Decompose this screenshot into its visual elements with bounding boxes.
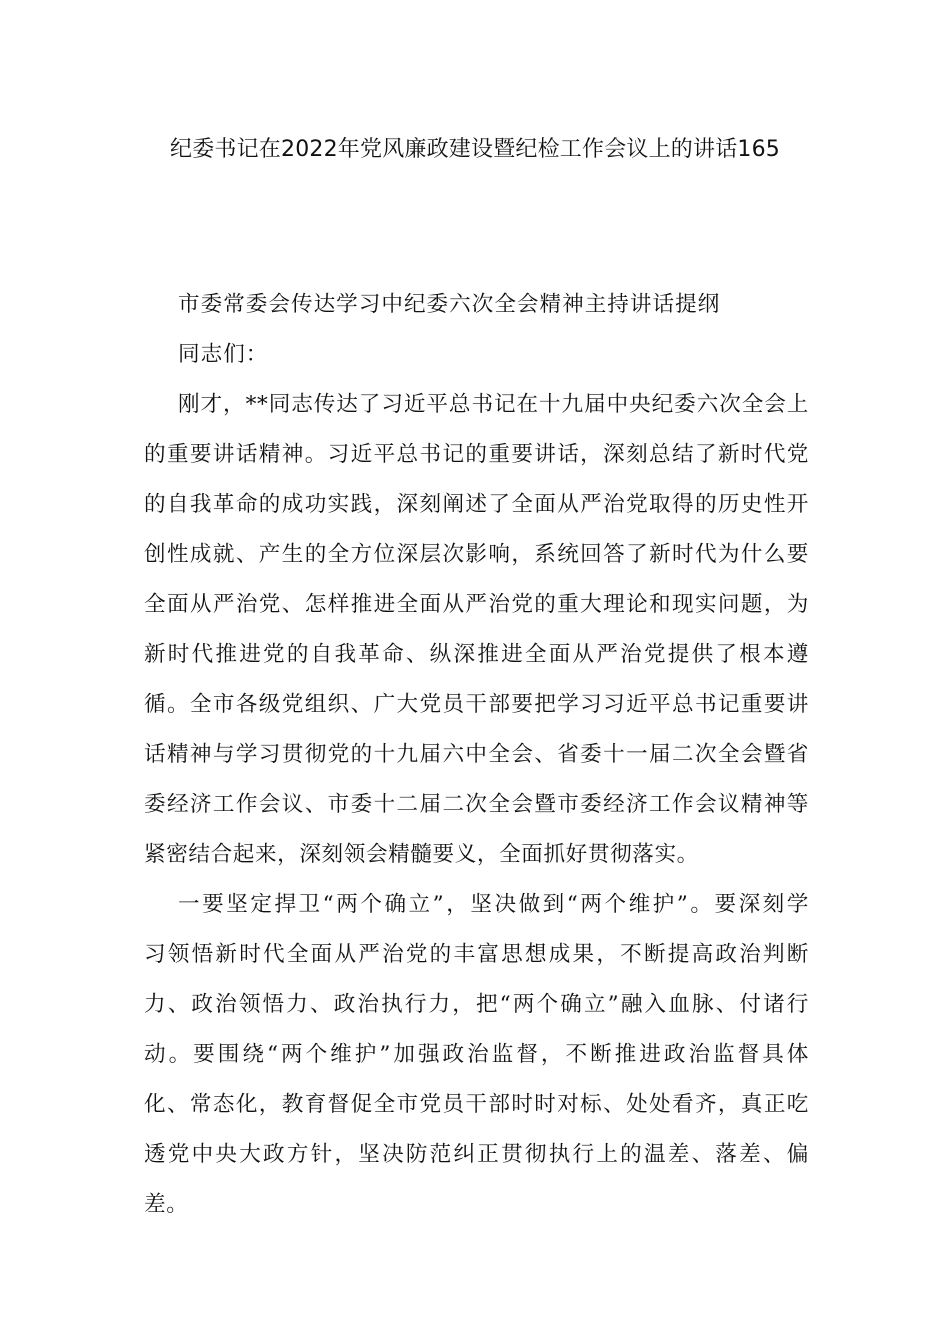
- paragraph-1-line-9: 委经济工作会议、市委十二届二次全会暨市委经济工作会议精神等: [144, 792, 809, 817]
- paragraph-2-line-3: 力、政治领悟力、政治执行力，把“两个确立”融入血脉、付诸行: [144, 992, 809, 1017]
- paragraph-1-line-5: 全面从严治党、怎样推进全面从严治党的重大理论和现实问题，为: [144, 592, 809, 617]
- paragraph-2-line-6: 透党中央大政方针，坚决防范纠正贯彻执行上的温差、落差、偏: [144, 1142, 809, 1167]
- paragraph-1-line-1: 刚才，**同志传达了习近平总书记在十九届中央纪委六次全会上: [178, 392, 809, 417]
- paragraph-1-line-4: 创性成就、产生的全方位深层次影响，系统回答了新时代为什么要: [144, 542, 809, 567]
- paragraph-1-line-10: 紧密结合起来，深刻领会精髓要义，全面抓好贯彻落实。: [144, 842, 699, 867]
- paragraph-1-line-8: 话精神与学习贯彻党的十九届六中全会、省委十一届二次全会暨省: [144, 742, 809, 767]
- paragraph-2-line-5: 化、常态化，教育督促全市党员干部时时对标、处处看齐，真正吃: [144, 1092, 809, 1117]
- subtitle-line: 市委常委会传达学习中纪委六次全会精神主持讲话提纲: [178, 292, 721, 317]
- paragraph-1-line-7: 循。全市各级党组织、广大党员干部要把学习习近平总书记重要讲: [144, 692, 809, 717]
- document-body: [144, 280, 809, 1230]
- paragraph-2-line-4: 动。要围绕“两个维护”加强政治监督，不断推进政治监督具体: [144, 1042, 809, 1067]
- paragraph-1-line-3: 的自我革命的成功实践，深刻阐述了全面从严治党取得的历史性开: [144, 492, 809, 517]
- salutation-line: 同志们：: [178, 342, 269, 367]
- document-title: 纪委书记在2022年党风廉政建设暨纪检工作会议上的讲话165: [170, 137, 780, 162]
- paragraph-2-line-2: 习领悟新时代全面从严治党的丰富思想成果，不断提高政治判断: [144, 942, 809, 967]
- paragraph-2-line-7: 差。: [144, 1192, 189, 1217]
- paragraph-2-line-1: 一要坚定捍卫“两个确立”，坚决做到“两个维护”。要深刻学: [178, 892, 809, 917]
- paragraph-1-line-6: 新时代推进党的自我革命、纵深推进全面从严治党提供了根本遵: [144, 642, 809, 667]
- paragraph-1-line-2: 的重要讲话精神。习近平总书记的重要讲话，深刻总结了新时代党: [144, 442, 809, 467]
